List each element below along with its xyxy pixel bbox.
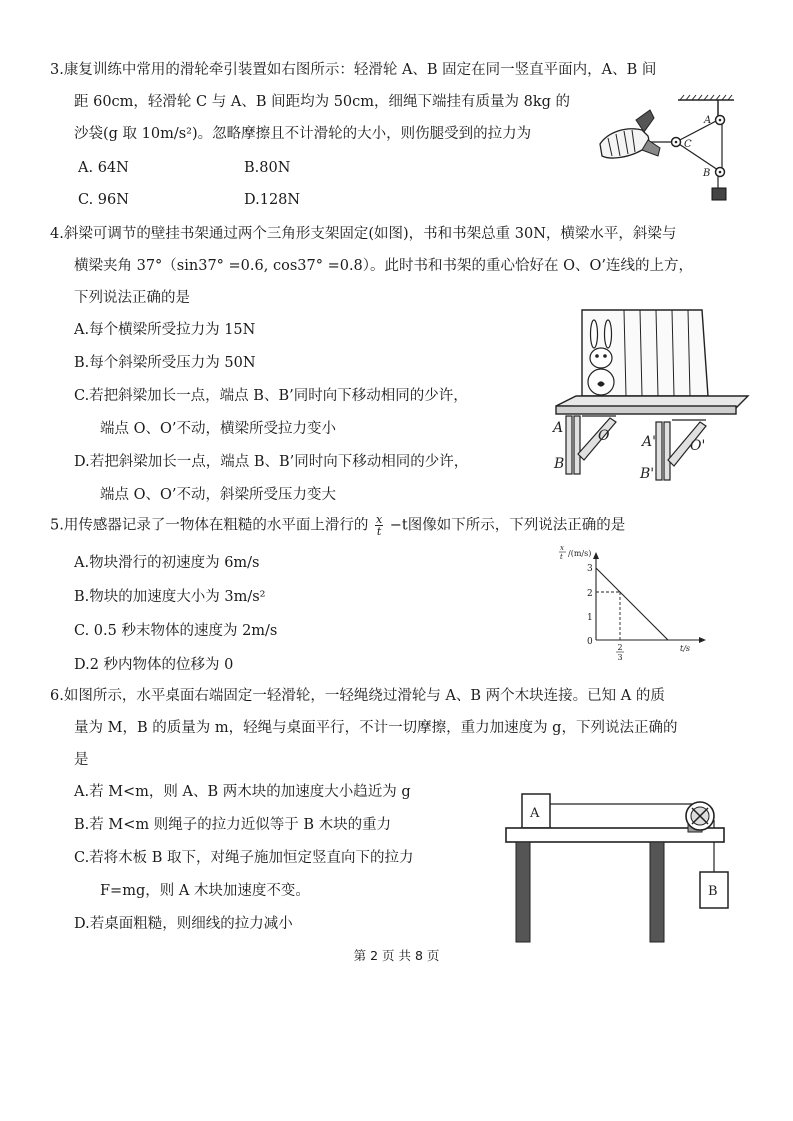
q4-stem-line2: 横梁夹角 37°（sin37° =0.6, cos37° =0.8）。此时书和书架的重心恰好在 O、O’连线的上方， (74, 258, 694, 274)
block-a-label: A (530, 806, 540, 821)
q6-option-a: A.若 M<m，则 A、B 两木块的加速度大小趋近为 g (74, 784, 411, 800)
q5-frac-den: t (376, 525, 382, 538)
q5-graph-series-line (596, 568, 668, 640)
q5-graph-xtick-den: 3 (617, 653, 623, 662)
left-bracket-icon (566, 416, 616, 474)
q3-pulley-figure (598, 92, 738, 210)
q4-option-a: A.每个横梁所受拉力为 15N (74, 322, 256, 338)
table-leg-left (516, 842, 530, 942)
q5-graph-origin: 0 (587, 637, 593, 647)
q5-stem-suffix: −t图像如下所示，下列说法正确的是 (389, 517, 626, 534)
q3-stem-line3: 沙袋(g 取 10m/s²)。忽略摩擦且不计滑轮的大小，则伤腿受到的拉力为 (74, 126, 532, 142)
q5-graph-xlabel: t/s (680, 644, 691, 653)
q5-option-c: C. 0.5 秒末物体的速度为 2m/s (74, 623, 278, 639)
q4-option-d-line2: 端点 O、O’不动，斜梁所受压力变大 (100, 487, 336, 503)
q5-option-b: B.物块的加速度大小为 3m/s² (74, 589, 266, 605)
q4-label-o: O (598, 428, 610, 444)
q5-stem-prefix: 5.用传感器记录了一物体在粗糙的水平面上滑行的 (50, 517, 369, 534)
q3-label-c: C (684, 139, 692, 150)
q5-option-a: A.物块滑行的初速度为 6m/s (74, 555, 260, 571)
q4-option-d-line1: D.若把斜梁加长一点，端点 B、B’同时向下移动相同的少许， (74, 454, 469, 470)
q6-table-figure (492, 788, 742, 946)
sandbag-icon (712, 188, 726, 200)
table-leg-right (650, 842, 664, 942)
q5-graph-yunit: /(m/s) (568, 549, 592, 558)
q5-option-d: D.2 秒内物体的位移为 0 (74, 657, 234, 673)
block-b-label: B (708, 884, 718, 899)
q5-frac-num: x (375, 513, 383, 526)
q4-option-b: B.每个斜梁所受压力为 50N (74, 355, 256, 371)
page-footer: 第 2 页 共 8 页 (353, 948, 440, 963)
q6-stem-line1: 6.如图所示，水平桌面右端固定一轻滑轮，一轻绳绕过滑轮与 A、B 两个木块连接。已知 A 的质 (50, 688, 665, 704)
q5-graph-y-arrow-icon (593, 552, 599, 559)
q6-stem-line2: 量为 M，B 的质量为 m，轻绳与桌面平行，不计一切摩擦，重力加速度为 g，下列说法正确的 (74, 720, 678, 736)
q5-graph-xtick-num: 2 (617, 643, 623, 652)
q3-stem-line2: 距 60cm，轻滑轮 C 与 A、B 间距均为 50cm，细绳下端挂有质量为 8kg 的 (74, 94, 571, 110)
q3-option-d: D.128N (244, 192, 301, 208)
q5-stem-fraction (375, 514, 383, 537)
q3-option-a: A. 64N (78, 160, 129, 176)
q4-option-c-line1: C.若把斜梁加长一点，端点 B、B’同时向下移动相同的少许， (74, 388, 468, 404)
q4-label-b: B (554, 456, 565, 472)
q3-option-b: B.80N (244, 160, 291, 176)
q6-stem-line3: 是 (74, 752, 89, 768)
q5-graph-ylabel-num: x (560, 544, 564, 552)
q5-graph (556, 540, 712, 664)
q6-option-c-line2: F=mg，则 A 木块加速度不变。 (100, 883, 310, 899)
q5-stem (50, 514, 625, 537)
q3-option-c: C. 96N (78, 192, 129, 208)
q3-stem-line1: 3.康复训练中常用的滑轮牵引装置如右图所示：轻滑轮 A、B 固定在同一竖直平面内，A、B 间 (50, 62, 657, 78)
q5-graph-ytick-2: 2 (587, 589, 593, 599)
q4-label-b-prime: B' (640, 466, 655, 482)
q4-bookshelf-figure (552, 304, 752, 486)
q6-option-d: D.若桌面粗糙，则细线的拉力减小 (74, 916, 293, 932)
q4-label-o-prime: O' (690, 438, 706, 454)
q3-label-b: B (703, 168, 711, 179)
q5-graph-ylabel-den: t (560, 553, 563, 561)
q3-label-a: A (704, 115, 712, 126)
q6-option-c-line1: C.若将木板 B 取下，对绳子施加恒定竖直向下的拉力 (74, 850, 414, 866)
q5-graph-ytick-1: 1 (587, 613, 593, 623)
injured-leg-icon (600, 110, 660, 158)
q6-option-b: B.若 M<m 则绳子的拉力近似等于 B 木块的重力 (74, 817, 392, 833)
q4-stem-line1: 4.斜梁可调节的壁挂书架通过两个三角形支架固定(如图)，书和书架总重 30N，横梁水平，斜梁与 (50, 226, 677, 242)
q4-label-a-prime: A' (642, 434, 656, 450)
q5-graph-ytick-3: 3 (587, 564, 593, 574)
q4-label-a: A (553, 420, 564, 436)
q4-option-c-line2: 端点 O、O’不动，横梁所受拉力变小 (100, 421, 336, 437)
q4-stem-line3: 下列说法正确的是 (74, 290, 190, 306)
q5-graph-x-arrow-icon (699, 637, 706, 643)
